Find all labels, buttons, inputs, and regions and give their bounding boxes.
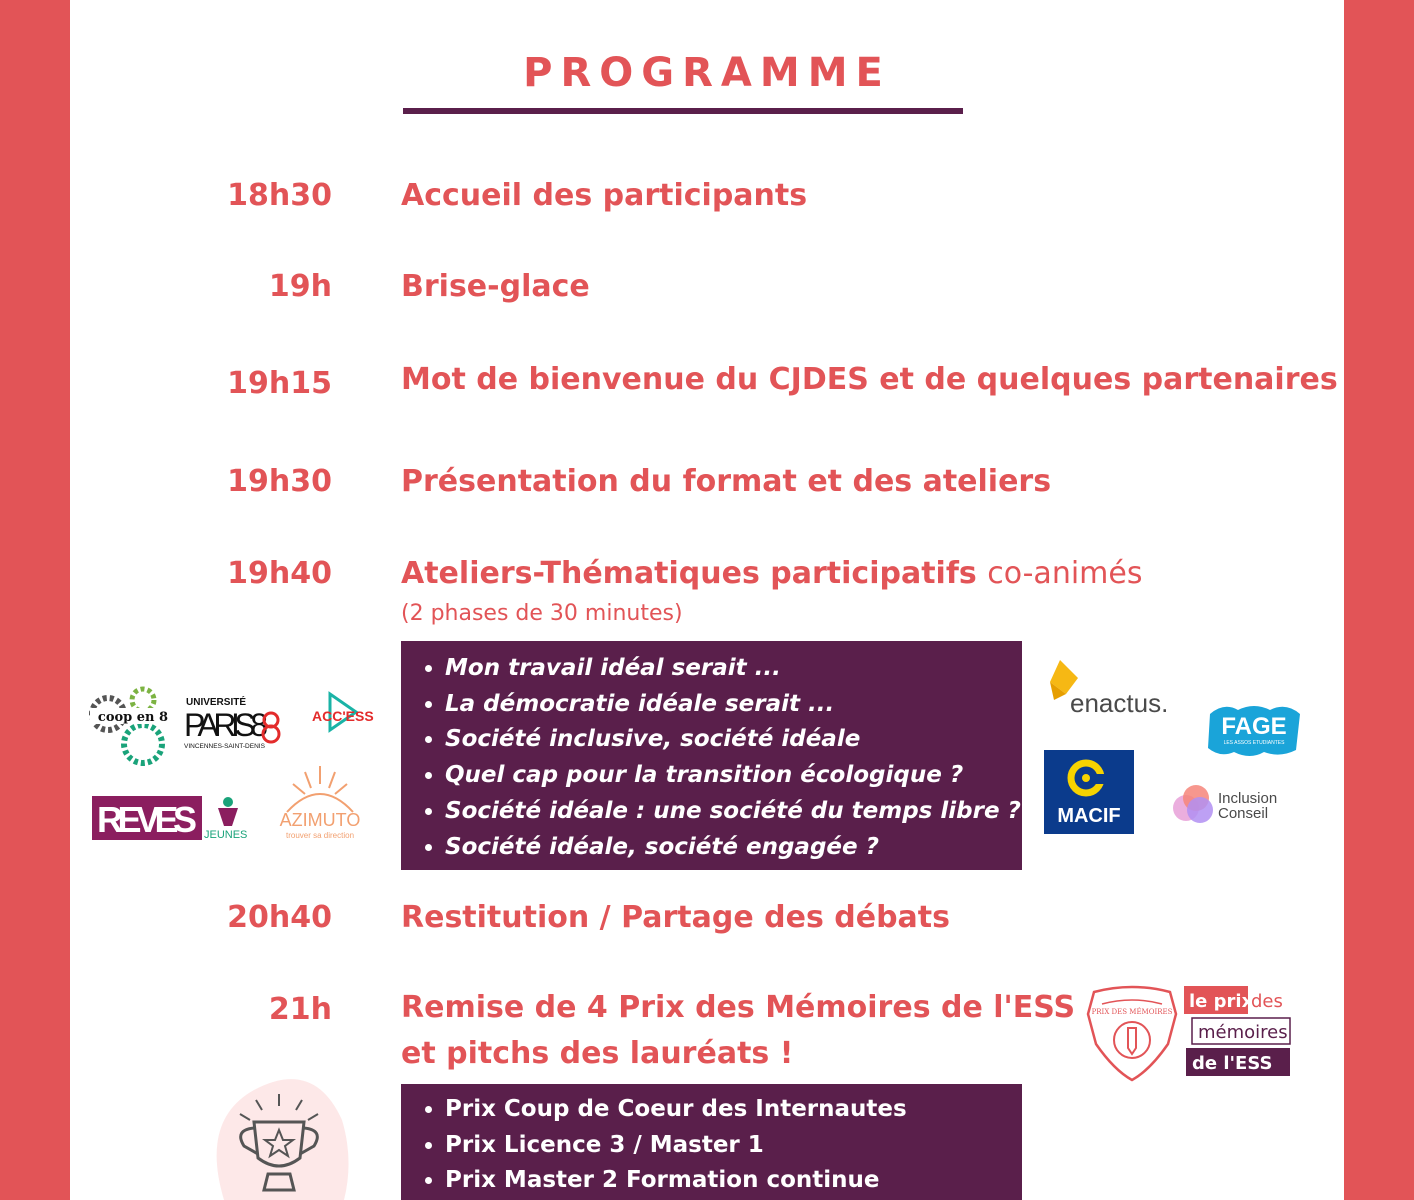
prix-line1-text: le prix [1189,991,1254,1012]
workshop-title: Ateliers-Thématiques participatifs [401,556,977,591]
fage-logo [1204,700,1304,760]
list-item: • Quel cap pour la transition écologique ? [445,758,1022,794]
workshop-title-suffix: co-animés [987,556,1143,591]
azimuto-text: AZIMUTO [279,810,361,830]
schedule-label: Présentation du format et des ateliers [401,464,1052,499]
access-logo [310,690,380,736]
list-item: • Société idéale : une société du temps libre ? [445,794,1022,830]
enactus-text: enactus. [1070,688,1169,718]
reves-text: REVES [97,799,197,840]
prix-line1b-text: des [1251,991,1283,1012]
reves-logo [92,794,254,842]
page-title: PROGRAMME [523,50,891,96]
access-text: ACC'ESS [312,708,374,724]
schedule-time: 19h [268,269,332,304]
prizes-list [401,1084,1022,1199]
schedule-label: Brise-glace [401,269,590,304]
list-item: • Prix Coup de Coeur des Internautes [445,1092,1022,1128]
schedule-time: 21h [268,992,332,1027]
prix-memoires-seal-logo [1080,984,1184,1084]
schedule-time: 19h40 [227,556,332,591]
prix-line3-text: de l'ESS [1192,1053,1273,1074]
workshops-box [401,641,1022,870]
azimuto-sub-text: trouver sa direction [285,831,355,840]
list-item: • Société idéale, société engagée ? [445,830,1022,866]
paris8-top-text: UNIVERSITÉ [186,697,247,708]
prix-memoires-text-logo [1184,984,1308,1080]
list-item: • La démocratie idéale serait ... [445,687,1022,723]
inclusion-text: Inclusion [1218,790,1278,807]
fage-text: FAGE [1221,713,1287,740]
schedule-time: 20h40 [227,900,332,935]
schedule-label: Restitution / Partage des débats [401,900,950,935]
schedule-label: Mot de bienvenue du CJDES et de quelques partenaires [401,362,1338,397]
schedule-label-line2: et pitchs des lauréats ! [401,1036,794,1071]
prix-line2-text: mémoires [1198,1022,1288,1043]
prix-seal-text: PRIX DES MÉMOIRES [1091,1008,1173,1016]
list-item: • Prix Licence 3 / Master 1 [445,1128,1022,1164]
enactus-logo [1044,656,1178,718]
jeunes-text: JEUNES [204,829,248,841]
schedule-label: Remise de 4 Prix des Mémoires de l'ESS [401,990,1076,1025]
list-item: • Prix Master 2 Formation continue [445,1163,1022,1199]
coop-en-8-logo [86,682,180,772]
azimuto-logo [275,762,365,842]
schedule-label: Accueil des participants [401,178,808,213]
workshop-duration: (2 phases de 30 minutes) [401,601,683,626]
title-underline [403,108,963,114]
workshops-list [401,641,1022,865]
list-item: • Société inclusive, société idéale [445,722,1022,758]
conseil-text: Conseil [1218,805,1269,822]
inclusion-conseil-logo [1170,780,1294,828]
list-item: • Mon travail idéal serait ... [445,651,1022,687]
schedule-label [401,556,1142,591]
coop-en-8-text: coop en 8 [97,710,169,725]
prizes-box [401,1084,1022,1200]
trophy-icon [204,1050,354,1200]
paris8-logo [182,694,282,750]
schedule-time: 19h15 [227,366,332,401]
page [70,0,1344,1200]
fage-sub-text: LES ASSOS ETUDIANTES [1223,740,1285,746]
macif-text: MACIF [1057,805,1121,827]
macif-logo [1044,750,1134,834]
paris8-main-text: PARIS8 [184,707,268,743]
schedule-time: 19h30 [227,464,332,499]
schedule-time: 18h30 [227,178,332,213]
paris8-sub-text: VINCENNES-SAINT-DENIS [184,743,265,750]
